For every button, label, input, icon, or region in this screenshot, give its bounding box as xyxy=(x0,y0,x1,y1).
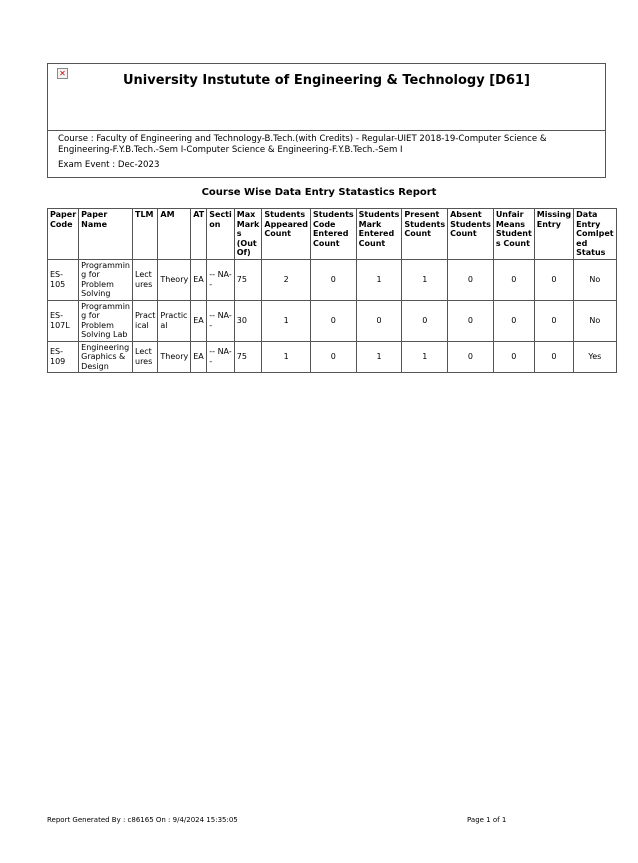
table-cell: 0 xyxy=(534,341,573,373)
column-header: Absent Students Count xyxy=(448,209,494,260)
table-cell: Engineering Graphics & Design xyxy=(79,341,133,373)
table-cell: ES-107L xyxy=(48,300,79,341)
column-header: Max Mark s (Out Of) xyxy=(234,209,262,260)
table-cell: 0 xyxy=(310,341,356,373)
table-cell: 1 xyxy=(402,259,448,300)
table-cell: 0 xyxy=(534,300,573,341)
table-cell: 1 xyxy=(356,259,402,300)
table-cell: 0 xyxy=(310,300,356,341)
column-header: Students Code Entered Count xyxy=(310,209,356,260)
report-generated-by: Report Generated By : c86165 On : 9/4/2024 15:35:05 xyxy=(47,816,238,824)
column-header: Data Entry Comlpet ed Status xyxy=(574,209,616,260)
column-header: AT xyxy=(191,209,207,260)
table-cell: EA xyxy=(191,341,207,373)
table-cell: 30 xyxy=(234,300,262,341)
table-cell: 0 xyxy=(493,341,534,373)
table-cell: 2 xyxy=(262,259,311,300)
column-header: Missing Entry xyxy=(534,209,573,260)
column-header: Paper Code xyxy=(48,209,79,260)
table-cell: Practic al xyxy=(158,300,191,341)
table-cell: 1 xyxy=(356,341,402,373)
column-header: Secti on xyxy=(207,209,235,260)
table-cell: 1 xyxy=(262,341,311,373)
column-header: AM xyxy=(158,209,191,260)
table-cell: 75 xyxy=(234,259,262,300)
table-cell: Programmin g for Problem Solving xyxy=(79,259,133,300)
table-header-row xyxy=(48,209,617,260)
table-cell: -- NA-- xyxy=(207,259,235,300)
table-cell: Lect ures xyxy=(133,259,158,300)
table-cell: EA xyxy=(191,300,207,341)
table-cell: ES-105 xyxy=(48,259,79,300)
table-cell: 0 xyxy=(534,259,573,300)
table-cell: 0 xyxy=(356,300,402,341)
header-title-section xyxy=(48,64,605,131)
exam-event: Exam Event : Dec-2023 xyxy=(58,160,160,170)
broken-image-icon: ✕ xyxy=(57,68,68,79)
course-line: Course : Faculty of Engineering and Technology-B.Tech.(with Credits) - Regular-UIET 2018-19-Computer Science & Engineering-F.Y.B.Tech.-Sem I-Computer Science & Engineering-F.Y.B.Tech.-Sem I xyxy=(58,134,547,155)
column-header: Present Students Count xyxy=(402,209,448,260)
column-header: TLM xyxy=(133,209,158,260)
table-cell: Lect ures xyxy=(133,341,158,373)
table-cell: Programmin g for Problem Solving Lab xyxy=(79,300,133,341)
column-header: Paper Name xyxy=(79,209,133,260)
table-cell: 1 xyxy=(402,341,448,373)
table-cell: No xyxy=(574,300,616,341)
table-cell: 0 xyxy=(448,259,494,300)
data-entry-table xyxy=(47,208,617,373)
table-cell: 0 xyxy=(448,341,494,373)
table-cell: 0 xyxy=(448,300,494,341)
table-row xyxy=(48,300,617,341)
report-header xyxy=(47,63,606,178)
report-title: Course Wise Data Entry Statastics Report xyxy=(201,187,437,198)
table-cell: -- NA-- xyxy=(207,341,235,373)
table-cell: No xyxy=(574,259,616,300)
table-cell: 0 xyxy=(310,259,356,300)
table-cell: Theory xyxy=(158,259,191,300)
table-cell: EA xyxy=(191,259,207,300)
table-cell: 75 xyxy=(234,341,262,373)
table-cell: 0 xyxy=(493,259,534,300)
column-header: Students Appeared Count xyxy=(262,209,311,260)
table-cell: 1 xyxy=(262,300,311,341)
table-row xyxy=(48,341,617,373)
table-cell: Theory xyxy=(158,341,191,373)
column-header: Students Mark Entered Count xyxy=(356,209,402,260)
table-cell: Pract ical xyxy=(133,300,158,341)
table-cell: 0 xyxy=(493,300,534,341)
table-cell: -- NA-- xyxy=(207,300,235,341)
page-number: Page 1 of 1 xyxy=(467,816,507,824)
column-header: Unfair Means Student s Count xyxy=(493,209,534,260)
table-cell: ES-109 xyxy=(48,341,79,373)
institute-title: University Instutute of Engineering & Technology [D61] xyxy=(123,73,530,88)
table-cell: 0 xyxy=(402,300,448,341)
table-row xyxy=(48,259,617,300)
table-cell: Yes xyxy=(574,341,616,373)
